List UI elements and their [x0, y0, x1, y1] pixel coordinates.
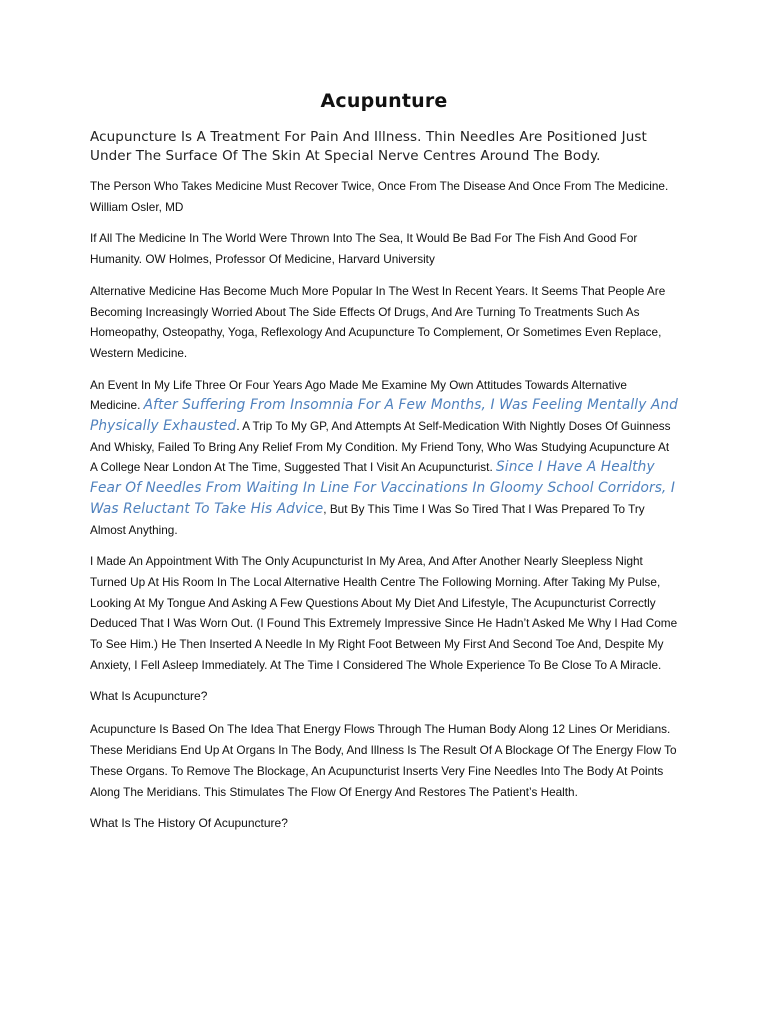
paragraph-what-is-acupuncture: Acupuncture Is Based On The Idea That Energy Flows Through The Human Body Along 12 Lines Or Meridians. These Meridians End Up At Organs In The Body, And Illness Is The Result Of A Blockage Of The Energy Flow To These Organs. To Remove The Blockage, An Acupuncturist Inserts Very Fine Needles Into The Body At Points Along The Meridians. This Stimulates The Flow Of Energy And Restores The Patient’s Health. — [90, 722, 677, 799]
heading-what-is-acupuncture: What Is Acupuncture? — [90, 689, 208, 704]
paragraph-alternative-medicine: Alternative Medicine Has Become Much More Popular In The West In Recent Years. It Seems That People Are Becoming Increasingly Worried About The Side Effects Of Drugs, And Are Turning To Treatments Such As Homeopathy, Osteopathy, Yoga, Reflexology And Acupuncture To Complement, Or Sometimes Even Replace, Western Medicine. — [90, 283, 666, 360]
quote-holmes: If All The Medicine In The World Were Thrown Into The Sea, It Would Be Bad For The Fish And Good For Humanity. OW Holmes, Professor Of Medicine, Harvard University — [90, 231, 638, 267]
highlight-insomnia: After Suffering From Insomnia For A Few Months, I Was Feeling Mentally And Physically Exhausted — [90, 397, 678, 435]
event-text-1: An Event In My Life Three Or Four Years Ago Made Me Examine My Own Attitudes Towards Alternative Medicine. — [90, 377, 627, 413]
page-title: Acupunture — [320, 90, 448, 112]
intro-paragraph: Acupuncture Is A Treatment For Pain And Illness. Thin Needles Are Positioned Just Under The Surface Of The Skin At Special Nerve Centres Around The Body. — [90, 129, 647, 164]
paragraph-personal-event — [90, 375, 678, 541]
event-text-2: . A Trip To My GP, And Attempts At Self-Medication With Nightly Doses Of Guinness And Whisky, Failed To Bring Any Relief From My Condition. My Friend Tony, Who Was Studying Acupuncture At A College Near London At The Time, Suggested That I Visit An Acupuncturist. — [90, 419, 671, 475]
heading-history: What Is The History Of Acupuncture? — [90, 816, 288, 831]
quote-osler: The Person Who Takes Medicine Must Recover Twice, Once From The Disease And Once From The Medicine. William Osler, MD — [90, 179, 669, 214]
highlight-needles-fear: Since I Have A Healthy Fear Of Needles From Waiting In Line For Vaccinations In Gloomy School Corridors, I Was Reluctant To Take His Advice — [90, 459, 675, 517]
paragraph-appointment: I Made An Appointment With The Only Acupuncturist In My Area, And After Another Nearly Sleepless Night Turned Up At His Room In The Local Alternative Health Centre The Following Morning. After Taking My Pulse, Looking At My Tongue And Asking A Few Questions About My Diet And Lifestyle, The Acupuncturist Correctly Deduced That I Was Worn Out. (I Found This Extremely Impressive Since He Hadn’t Asked Me Why I Had Come To See Him.) He Then Inserted A Needle In My Right Foot Between My First And Second Toe And, Despite My Anxiety, I Fell Asleep Immediately. At The Time I Considered The Whole Experience To Be Close To A Miracle. — [90, 554, 678, 672]
event-text-3: , But By This Time I Was So Tired That I Was Prepared To Try Almost Anything. — [90, 501, 645, 537]
